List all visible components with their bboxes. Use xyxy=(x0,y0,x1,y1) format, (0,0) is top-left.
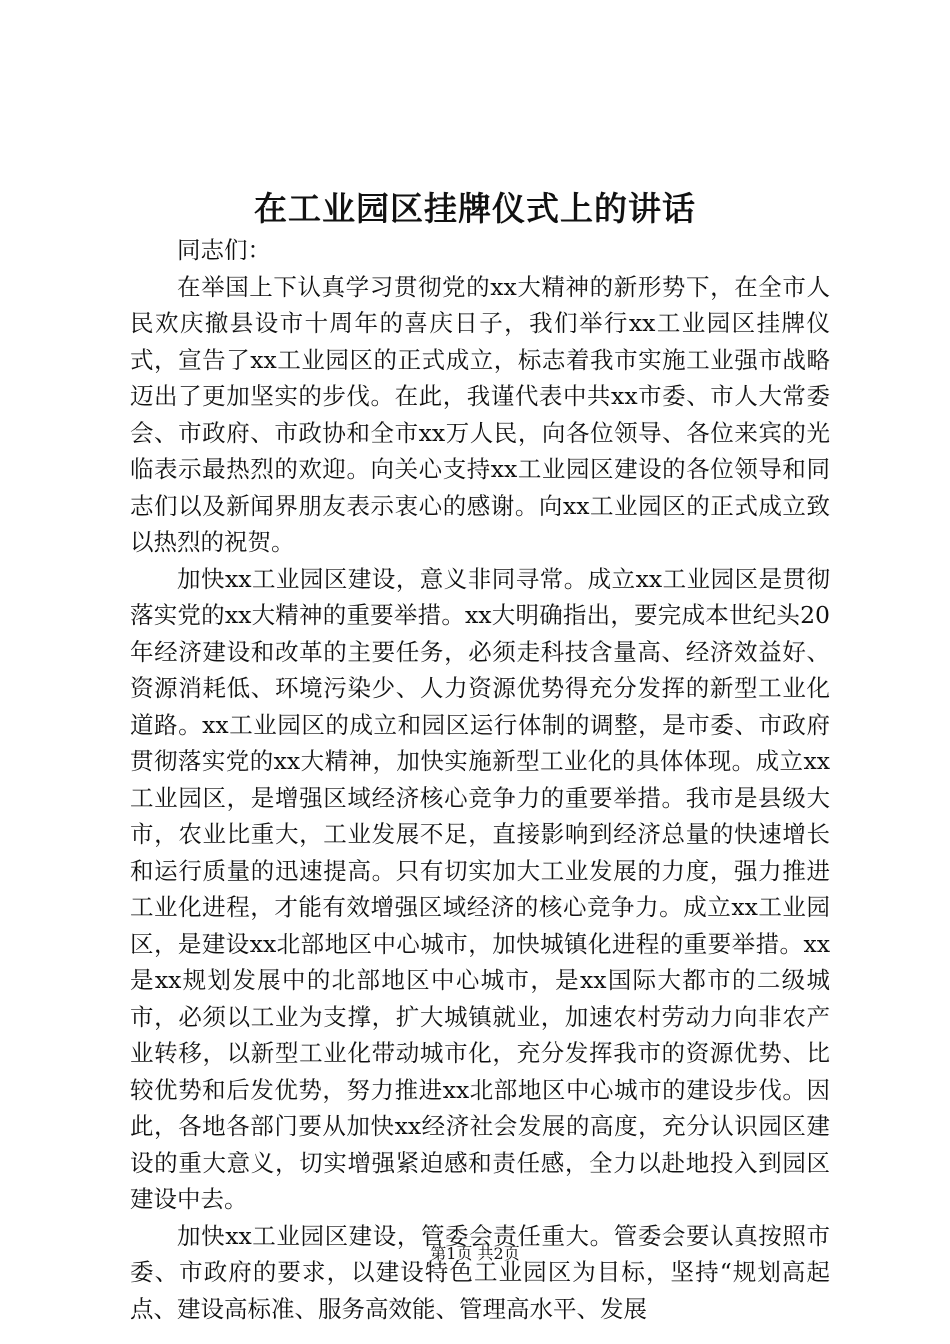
document-title: 在工业园区挂牌仪式上的讲话 xyxy=(254,189,696,228)
paragraph-2: 加快xx工业园区建设，意义非同寻常。成立xx工业园区是贯彻落实党的xx大精神的重要举措。xx大明确指出，要完成本世纪头20年经济建设和改革的主要任务，必须走科技含量高、经济效益好、资源消耗低、环境污染少、人力资源优势得充分发挥的新型工业化道路。xx工业园区的成立和园区运行体制的调整，是市委、市政府贯彻落实党的xx大精神，加快实施新型工业化的具体体现。成立xx工业园区，是增强区域经济核心竞争力的重要举措。我市是县级大市，农业比重大，工业发展不足，直接影响到经济总量的快速增长和运行质量的迅速提高。只有切实加大工业发展的力度，强力推进工业化进程，才能有效增强区域经济的核心竞争力。成立xx工业园区，是建设xx北部地区中心城市，加快城镇化进程的重要举措。xx是xx规划发展中的北部地区中心城市，是xx国际大都市的二级城市，必须以工业为支撑，扩大城镇就业，加速农村劳动力向非农产业转移，以新型工业化带动城市化，充分发挥我市的资源优势、比较优势和后发优势，努力推进xx北部地区中心城市的建设步伐。因此，各地各部门要从加快xx经济社会发展的高度，充分认识园区建设的重大意义，切实增强紧迫感和责任感，全力以赴地投入到园区建设中去。 xyxy=(130,564,830,1213)
paragraph-1: 在举国上下认真学习贯彻党的xx大精神的新形势下，在全市人民欢庆撤县设市十周年的喜庆日子，我们举行xx工业园区挂牌仪式，宣告了xx工业园区的正式成立，标志着我市实施工业强市战略迈出了更加坚实的步伐。在此，我谨代表中共xx市委、市人大常委会、市政府、市政协和全市xx万人民，向各位领导、各位来宾的光临表示最热烈的欢迎。向关心支持xx工业园区建设的各位领导和同志们以及新闻界朋友表示衷心的感谢。向xx工业园区的正式成立致以热烈的祝贺。 xyxy=(130,272,830,556)
page-footer: 第1页 共2页 xyxy=(430,1244,520,1263)
paragraph-3: 加快xx工业园区建设，管委会责任重大。管委会要认真按照市委、市政府的要求，以建设特色工业园区为目标，坚持“规划高起点、建设高标准、服务高效能、管理高水平、发展 xyxy=(130,1221,830,1323)
document-body xyxy=(130,232,830,1327)
salutation: 同志们： xyxy=(177,236,271,264)
